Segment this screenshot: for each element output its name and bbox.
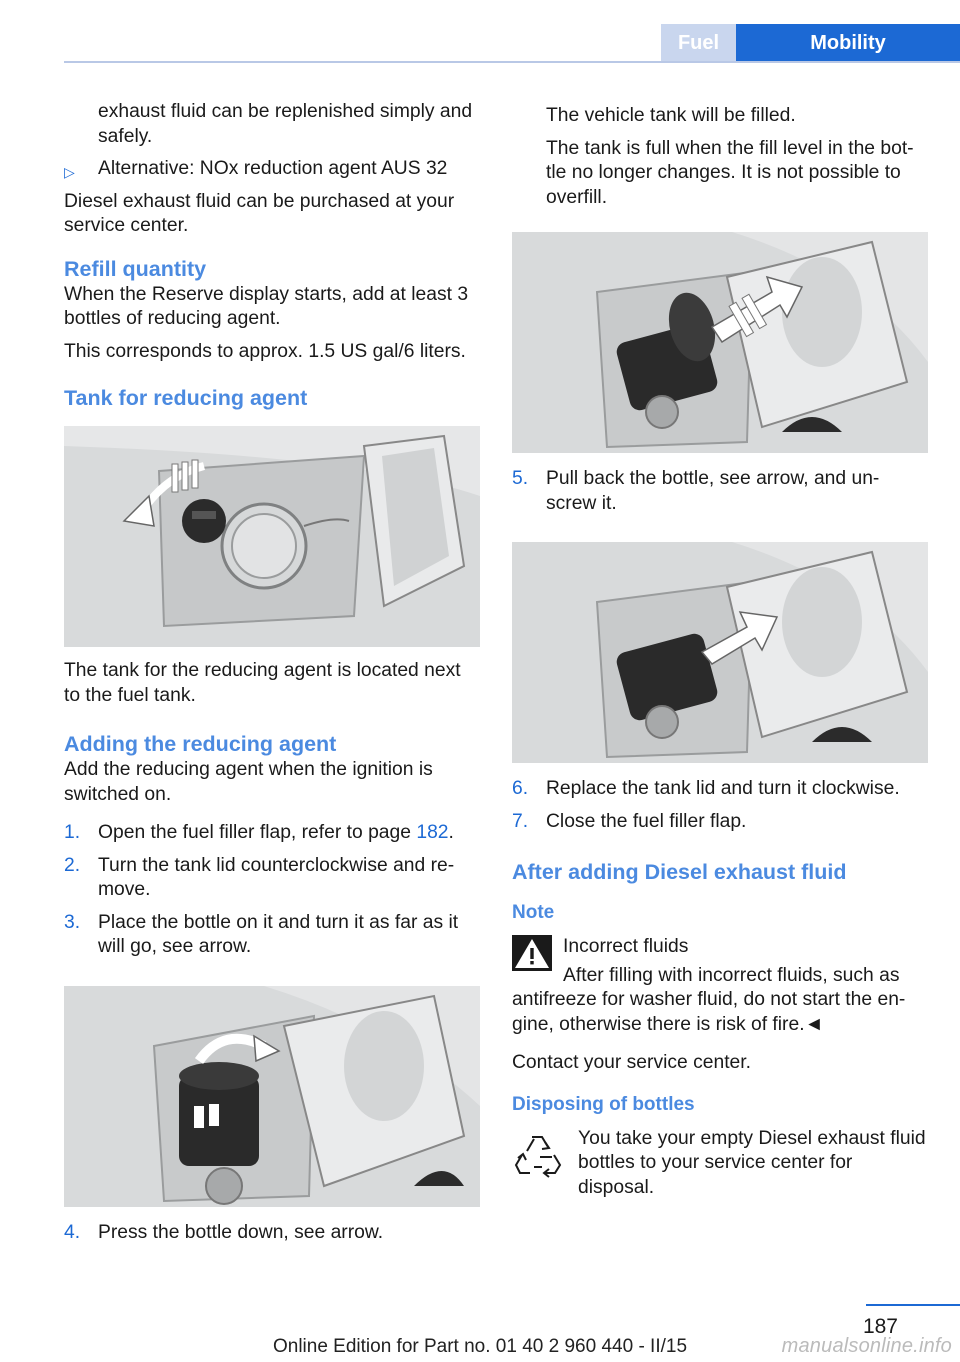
warning-triangle-icon	[512, 935, 552, 971]
tank-heading: Tank for reducing agent	[64, 386, 308, 410]
step-text: Turn the tank lid counterclockwise and re-move.	[98, 854, 455, 900]
page-number: 187	[862, 1315, 898, 1338]
right-column	[512, 104, 928, 1208]
refill-text-2: This corresponds to approx. 1.5 US gal/6 liters.	[64, 340, 466, 362]
step-text-end: .	[448, 822, 454, 843]
recycle-icon	[512, 1129, 566, 1183]
tank-location-text: The tank for the reducing agent is located next to the fuel tank.	[64, 660, 461, 706]
warning-text: After filling with incorrect fluids, such as antifreeze for washer fluid, do not start the en-gine, otherwise there is risk of fire.◄	[512, 964, 906, 1035]
step-number: 6.	[512, 778, 529, 799]
tab-fuel[interactable]: Fuel	[661, 24, 736, 62]
footer-divider	[866, 1304, 960, 1306]
step-number: 3.	[64, 911, 81, 933]
edition-footer: Online Edition for Part no. 01 40 2 960 440 - II/15	[272, 1336, 688, 1357]
list-item-step-6	[512, 777, 928, 802]
step-number: 2.	[64, 854, 81, 876]
step-number: 1.	[64, 822, 81, 843]
step-text: Open the fuel filler flap, refer to page	[98, 822, 417, 843]
continued-text: exhaust fluid can be replenished simply and safely.	[98, 101, 473, 147]
adding-heading: Adding the reducing agent	[64, 732, 337, 756]
list-item-step-3	[64, 911, 480, 960]
disposing-heading: Disposing of bottles	[512, 1093, 695, 1115]
full-text: The tank is full when the fill level in the bot-tle no longer changes. It is not possible to overfill.	[546, 137, 914, 208]
note-heading: Note	[512, 902, 555, 923]
warning-block	[512, 935, 928, 960]
list-item-step-2	[64, 854, 480, 903]
step-text: Place the bottle on it and turn it as far as it will go, see arrow.	[98, 911, 459, 957]
list-item-step-4	[64, 1221, 480, 1246]
list-item-step-7	[512, 810, 928, 835]
purchase-text: Diesel exhaust fluid can be purchased at your service center.	[64, 190, 455, 236]
contact-text: Contact your service center.	[512, 1052, 751, 1073]
adding-text: Add the reducing agent when the ignition is switched on.	[64, 759, 433, 805]
list-item-alternative	[64, 157, 480, 182]
step-text: Press the bottle down, see arrow.	[98, 1221, 384, 1243]
step-text: Close the fuel filler flap.	[546, 810, 747, 832]
watermark: manualsonline.info	[781, 1335, 952, 1357]
filled-text: The vehicle tank will be filled.	[546, 105, 796, 126]
list-item-step-5	[512, 467, 928, 516]
disposal-block	[512, 1127, 928, 1201]
press-bottle-figure	[512, 232, 928, 453]
refill-text-1: When the Reserve display starts, add at least 3 bottles of reducing agent.	[64, 283, 469, 329]
refill-quantity-heading: Refill quantity	[64, 256, 207, 281]
step-text: Pull back the bottle, see arrow, and un-screw it.	[546, 468, 880, 514]
step-number: 5.	[512, 468, 529, 489]
header-divider	[64, 61, 960, 63]
page-link-182[interactable]: 182	[416, 822, 449, 843]
step-number: 7.	[512, 810, 529, 832]
step-number: 4.	[64, 1221, 81, 1243]
after-adding-heading: After adding Diesel exhaust fluid	[512, 860, 847, 884]
alternative-text: Alternative: NOx reduction agent AUS 32	[98, 158, 448, 179]
triangle-bullet-icon: ▷	[64, 164, 75, 180]
step-text: Replace the tank lid and turn it clockwise.	[546, 778, 900, 799]
warning-title: Incorrect fluids	[563, 936, 689, 957]
disposal-text: You take your empty Diesel exhaust fluid bottles to your service center for disposal.	[578, 1127, 926, 1198]
list-item-step-1	[64, 821, 480, 846]
left-column	[64, 100, 480, 1253]
tab-mobility[interactable]: Mobility	[736, 24, 960, 62]
place-bottle-figure	[64, 986, 480, 1207]
tank-location-figure	[64, 426, 480, 647]
pull-bottle-figure	[512, 542, 928, 763]
